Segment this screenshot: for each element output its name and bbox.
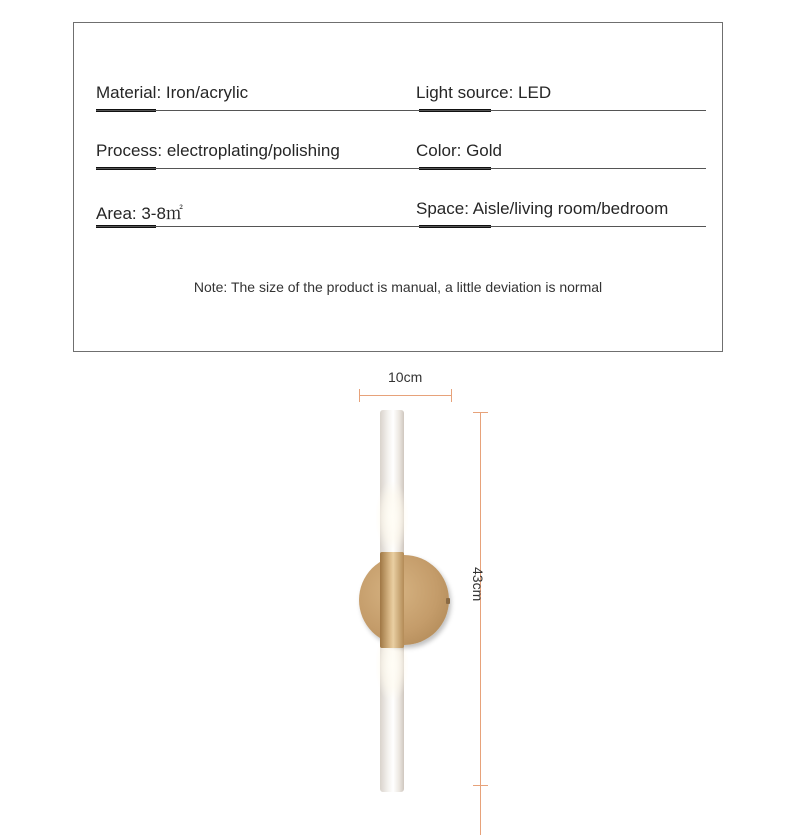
size-note: Note: The size of the product is manual, a little deviation is normal (193, 279, 603, 295)
spec-light-source (416, 81, 706, 111)
height-dimension-tick-top (473, 412, 488, 413)
spec-space-text: Space: Aisle/living room/bedroom (416, 199, 669, 218)
spec-light-source-text: Light source: LED (416, 83, 552, 102)
spec-area (96, 197, 416, 227)
spec-area-text: Area: 3-8㎡ (96, 204, 183, 223)
spec-row-2 (96, 139, 706, 169)
height-dimension-tick-bottom (473, 785, 488, 786)
width-dimension-line (359, 395, 451, 396)
spec-space (416, 197, 706, 227)
spec-divider (96, 168, 706, 169)
spec-row-3 (96, 197, 706, 227)
lamp-brass-stem (380, 552, 404, 648)
spec-row-1 (96, 81, 706, 111)
spec-process (96, 139, 416, 169)
lamp-wall-plate (359, 555, 449, 645)
width-dimension-tick-right (451, 389, 452, 402)
spec-color-text: Color: Gold (416, 141, 502, 160)
spec-process-text: Process: electroplating/polishing (96, 141, 340, 160)
spec-divider (96, 226, 706, 227)
height-dimension-label: 43cm (470, 567, 486, 602)
height-dimension-line (480, 412, 481, 835)
lamp-illustration (330, 362, 530, 792)
spec-material (96, 81, 416, 111)
spec-color (416, 139, 706, 169)
width-dimension-tick-left (359, 389, 360, 402)
spec-divider (96, 110, 706, 111)
lamp-glow-top (376, 482, 408, 552)
width-dimension-label: 10cm (388, 369, 423, 385)
lamp-screw (446, 598, 450, 604)
spec-material-text: Material: Iron/acrylic (96, 83, 249, 102)
spec-box (73, 22, 723, 352)
